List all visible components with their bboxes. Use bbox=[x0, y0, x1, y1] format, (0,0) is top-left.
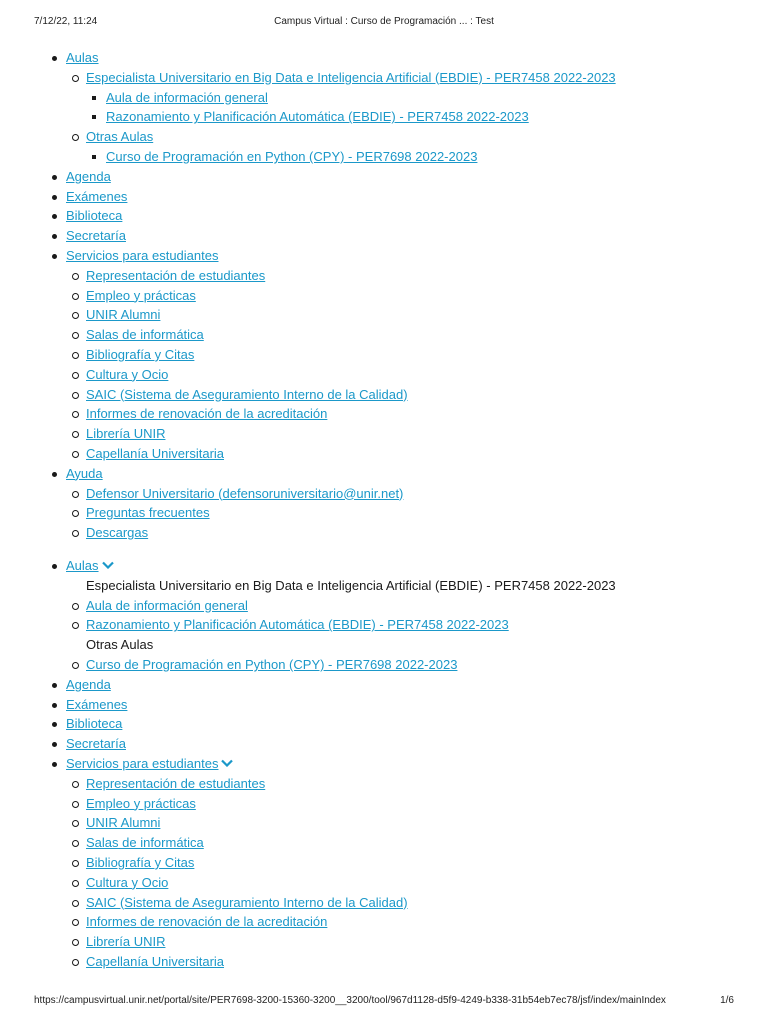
nav-link-saic[interactable]: SAIC (Sistema de Aseguramiento Interno de la Calidad) bbox=[86, 386, 408, 402]
bullet-circle bbox=[72, 273, 79, 280]
nav-link-capellania-2[interactable]: Capellanía Universitaria bbox=[86, 953, 225, 969]
nav-subsubitem-aula-info bbox=[50, 88, 750, 108]
nav-subitem-empleo-2 bbox=[50, 794, 750, 814]
bullet-circle bbox=[72, 801, 79, 808]
nav-item-agenda bbox=[50, 167, 750, 187]
nav-subitem-salas bbox=[50, 325, 750, 345]
print-url: https://campusvirtual.unir.net/portal/site/PER7698-3200-15360-3200__3200/tool/967d1128-d5f9-4249-b338-31b54eb7ec78/jsf/index/mainIndex bbox=[34, 995, 666, 1006]
nav-item-aulas bbox=[50, 48, 750, 68]
bullet-disc bbox=[52, 742, 57, 747]
nav-group-label-ebdie bbox=[50, 576, 750, 596]
nav-subitem-alumni bbox=[50, 305, 750, 325]
bullet-disc bbox=[52, 175, 57, 180]
nav-link-secretaria[interactable]: Secretaría bbox=[66, 228, 126, 244]
nav-subitem-ebdie bbox=[50, 68, 750, 88]
print-page-number: 1/6 bbox=[720, 995, 734, 1006]
bullet-circle bbox=[72, 860, 79, 867]
nav-link-cultura-2[interactable]: Cultura y Ocio bbox=[86, 874, 169, 890]
nav-subsubitem-python bbox=[50, 147, 750, 167]
nav-link-defensor[interactable]: Defensor Universitario (defensoruniversitario@unir.net) bbox=[86, 485, 404, 501]
bullet-circle bbox=[72, 781, 79, 788]
nav-subitem-cultura-2 bbox=[50, 873, 750, 893]
nav-link-ebdie-course[interactable]: Especialista Universitario en Big Data e Inteligencia Artificial (EBDIE) - PER7458 2022-2023 bbox=[86, 69, 616, 85]
nav-item-secretaria bbox=[50, 226, 750, 246]
nav-subitem-libreria bbox=[50, 424, 750, 444]
chevron-down-icon[interactable] bbox=[102, 561, 114, 569]
nav-link-empleo[interactable]: Empleo y prácticas bbox=[86, 287, 196, 303]
nav-link-biblioteca-2[interactable]: Biblioteca bbox=[66, 716, 123, 732]
bullet-circle bbox=[72, 603, 79, 610]
bullet-circle bbox=[72, 293, 79, 300]
nav-link-aulas-dropdown[interactable]: Aulas bbox=[66, 558, 99, 573]
bullet-circle bbox=[72, 352, 79, 359]
nav-link-salas-2[interactable]: Salas de informática bbox=[86, 835, 204, 851]
nav-subsubitem-razonamiento bbox=[50, 107, 750, 127]
bullet-disc bbox=[52, 762, 57, 767]
nav-subitem-python-2 bbox=[50, 655, 750, 675]
nav-subitem-salas-2 bbox=[50, 833, 750, 853]
nav-item-examenes-2 bbox=[50, 695, 750, 715]
bullet-square bbox=[92, 115, 96, 119]
nav-subitem-otras-aulas bbox=[50, 127, 750, 147]
nav-link-python-course-2[interactable]: Curso de Programación en Python (CPY) - PER7698 2022-2023 bbox=[86, 656, 458, 672]
nav-link-razonamiento[interactable]: Razonamiento y Planificación Automática (EBDIE) - PER7458 2022-2023 bbox=[106, 109, 529, 125]
nav-subitem-capellania bbox=[50, 444, 750, 464]
nav-subitem-descargas bbox=[50, 523, 750, 543]
nav-link-agenda[interactable]: Agenda bbox=[66, 168, 111, 184]
nav-link-biblioteca[interactable]: Biblioteca bbox=[66, 208, 123, 224]
bullet-circle bbox=[72, 411, 79, 418]
bullet-circle bbox=[72, 919, 79, 926]
nav-group-label-otras bbox=[50, 635, 750, 655]
print-date: 7/12/22, 11:24 bbox=[34, 16, 98, 27]
bullet-circle bbox=[72, 392, 79, 399]
bullet-disc bbox=[52, 195, 57, 200]
nav-link-empleo-2[interactable]: Empleo y prácticas bbox=[86, 795, 196, 811]
nav-link-informes-2[interactable]: Informes de renovación de la acreditación bbox=[86, 914, 328, 930]
nav-link-salas[interactable]: Salas de informática bbox=[86, 327, 204, 343]
bullet-circle bbox=[72, 510, 79, 517]
nav-subitem-informes bbox=[50, 404, 750, 424]
bullet-circle bbox=[72, 939, 79, 946]
nav-link-examenes-2[interactable]: Exámenes bbox=[66, 696, 128, 712]
bullet-disc bbox=[52, 683, 57, 688]
nav-subitem-razonamiento-2 bbox=[50, 615, 750, 635]
print-footer bbox=[0, 995, 768, 1011]
nav-link-cultura[interactable]: Cultura y Ocio bbox=[86, 366, 169, 382]
nav-subitem-empleo bbox=[50, 286, 750, 306]
nav-link-alumni[interactable]: UNIR Alumni bbox=[86, 307, 161, 323]
nav-link-saic-2[interactable]: SAIC (Sistema de Aseguramiento Interno de la Calidad) bbox=[86, 894, 408, 910]
nav-link-servicios[interactable]: Servicios para estudiantes bbox=[66, 247, 219, 263]
nav-link-descargas[interactable]: Descargas bbox=[86, 525, 149, 541]
site-nav-list-2 bbox=[50, 556, 750, 972]
nav-link-bibliografia-2[interactable]: Bibliografía y Citas bbox=[86, 854, 195, 870]
nav-group-ebdie-label: Especialista Universitario en Big Data e Inteligencia Artificial (EBDIE) - PER7458 2022-2023 bbox=[86, 577, 616, 593]
nav-item-servicios-dropdown bbox=[50, 754, 750, 774]
nav-link-aula-info-2[interactable]: Aula de información general bbox=[86, 597, 248, 613]
nav-subitem-representacion bbox=[50, 266, 750, 286]
site-nav-list-1 bbox=[50, 48, 750, 543]
nav-item-examenes bbox=[50, 187, 750, 207]
bullet-square bbox=[92, 155, 96, 159]
print-header bbox=[0, 16, 768, 32]
nav-link-examenes[interactable]: Exámenes bbox=[66, 188, 128, 204]
nav-link-libreria[interactable]: Librería UNIR bbox=[86, 426, 166, 442]
nav-link-otras-aulas[interactable]: Otras Aulas bbox=[86, 129, 154, 145]
bullet-disc bbox=[52, 56, 57, 61]
nav-link-aulas[interactable]: Aulas bbox=[66, 50, 99, 65]
bullet-circle bbox=[72, 75, 79, 82]
bullet-circle bbox=[72, 840, 79, 847]
bullet-disc bbox=[52, 254, 57, 259]
nav-link-informes[interactable]: Informes de renovación de la acreditación bbox=[86, 406, 328, 422]
bullet-circle bbox=[72, 622, 79, 629]
nav-link-representacion-2[interactable]: Representación de estudiantes bbox=[86, 775, 266, 791]
nav-link-servicios-dropdown[interactable]: Servicios para estudiantes bbox=[66, 755, 219, 771]
bullet-circle bbox=[72, 959, 79, 966]
nav-link-alumni-2[interactable]: UNIR Alumni bbox=[86, 815, 161, 831]
bullet-circle bbox=[72, 372, 79, 379]
nav-subitem-informes-2 bbox=[50, 912, 750, 932]
bullet-square bbox=[92, 96, 96, 100]
nav-link-agenda-2[interactable]: Agenda bbox=[66, 676, 111, 692]
nav-link-capellania[interactable]: Capellanía Universitaria bbox=[86, 445, 225, 461]
bullet-disc bbox=[52, 472, 57, 477]
bullet-circle bbox=[72, 880, 79, 887]
nav-subitem-representacion-2 bbox=[50, 774, 750, 794]
bullet-disc bbox=[52, 703, 57, 708]
nav-item-secretaria-2 bbox=[50, 734, 750, 754]
bullet-circle bbox=[72, 451, 79, 458]
bullet-circle bbox=[72, 134, 79, 141]
bullet-circle bbox=[72, 820, 79, 827]
nav-item-biblioteca bbox=[50, 206, 750, 226]
nav-link-python-course[interactable]: Curso de Programación en Python (CPY) - PER7698 2022-2023 bbox=[106, 148, 478, 164]
nav-item-biblioteca-2 bbox=[50, 714, 750, 734]
chevron-down-icon[interactable] bbox=[221, 759, 233, 767]
nav-link-representacion[interactable]: Representación de estudiantes bbox=[86, 267, 266, 283]
nav-subitem-libreria-2 bbox=[50, 932, 750, 952]
bullet-disc bbox=[52, 564, 57, 569]
nav-subitem-aula-info-2 bbox=[50, 596, 750, 616]
nav-link-libreria-2[interactable]: Librería UNIR bbox=[86, 934, 166, 950]
bullet-circle bbox=[72, 332, 79, 339]
nav-group-otras-label: Otras Aulas bbox=[86, 637, 154, 653]
nav-subitem-bibliografia bbox=[50, 345, 750, 365]
nav-item-agenda-2 bbox=[50, 675, 750, 695]
nav-subitem-defensor bbox=[50, 484, 750, 504]
bullet-circle bbox=[72, 530, 79, 537]
bullet-disc bbox=[52, 234, 57, 239]
bullet-disc bbox=[52, 214, 57, 219]
nav-item-aulas-dropdown bbox=[50, 556, 750, 576]
nav-subitem-saic bbox=[50, 385, 750, 405]
nav-subitem-bibliografia-2 bbox=[50, 853, 750, 873]
print-page-title: Campus Virtual : Curso de Programación ... : Test bbox=[274, 16, 494, 27]
bullet-circle bbox=[72, 662, 79, 669]
nav-link-preguntas[interactable]: Preguntas frecuentes bbox=[86, 505, 210, 521]
nav-link-ayuda[interactable]: Ayuda bbox=[66, 465, 103, 481]
bullet-circle bbox=[72, 491, 79, 498]
nav-subitem-saic-2 bbox=[50, 893, 750, 913]
nav-subitem-preguntas bbox=[50, 503, 750, 523]
bullet-circle bbox=[72, 431, 79, 438]
nav-item-ayuda bbox=[50, 464, 750, 484]
nav-subitem-capellania-2 bbox=[50, 952, 750, 972]
nav-link-bibliografia[interactable]: Bibliografía y Citas bbox=[86, 346, 195, 362]
nav-link-razonamiento-2[interactable]: Razonamiento y Planificación Automática (EBDIE) - PER7458 2022-2023 bbox=[86, 617, 509, 633]
bullet-disc bbox=[52, 722, 57, 727]
bullet-circle bbox=[72, 312, 79, 319]
nav-link-aula-info[interactable]: Aula de información general bbox=[106, 89, 268, 105]
nav-subitem-cultura bbox=[50, 365, 750, 385]
nav-subitem-alumni-2 bbox=[50, 813, 750, 833]
nav-link-secretaria-2[interactable]: Secretaría bbox=[66, 736, 126, 752]
bullet-circle bbox=[72, 900, 79, 907]
nav-item-servicios bbox=[50, 246, 750, 266]
